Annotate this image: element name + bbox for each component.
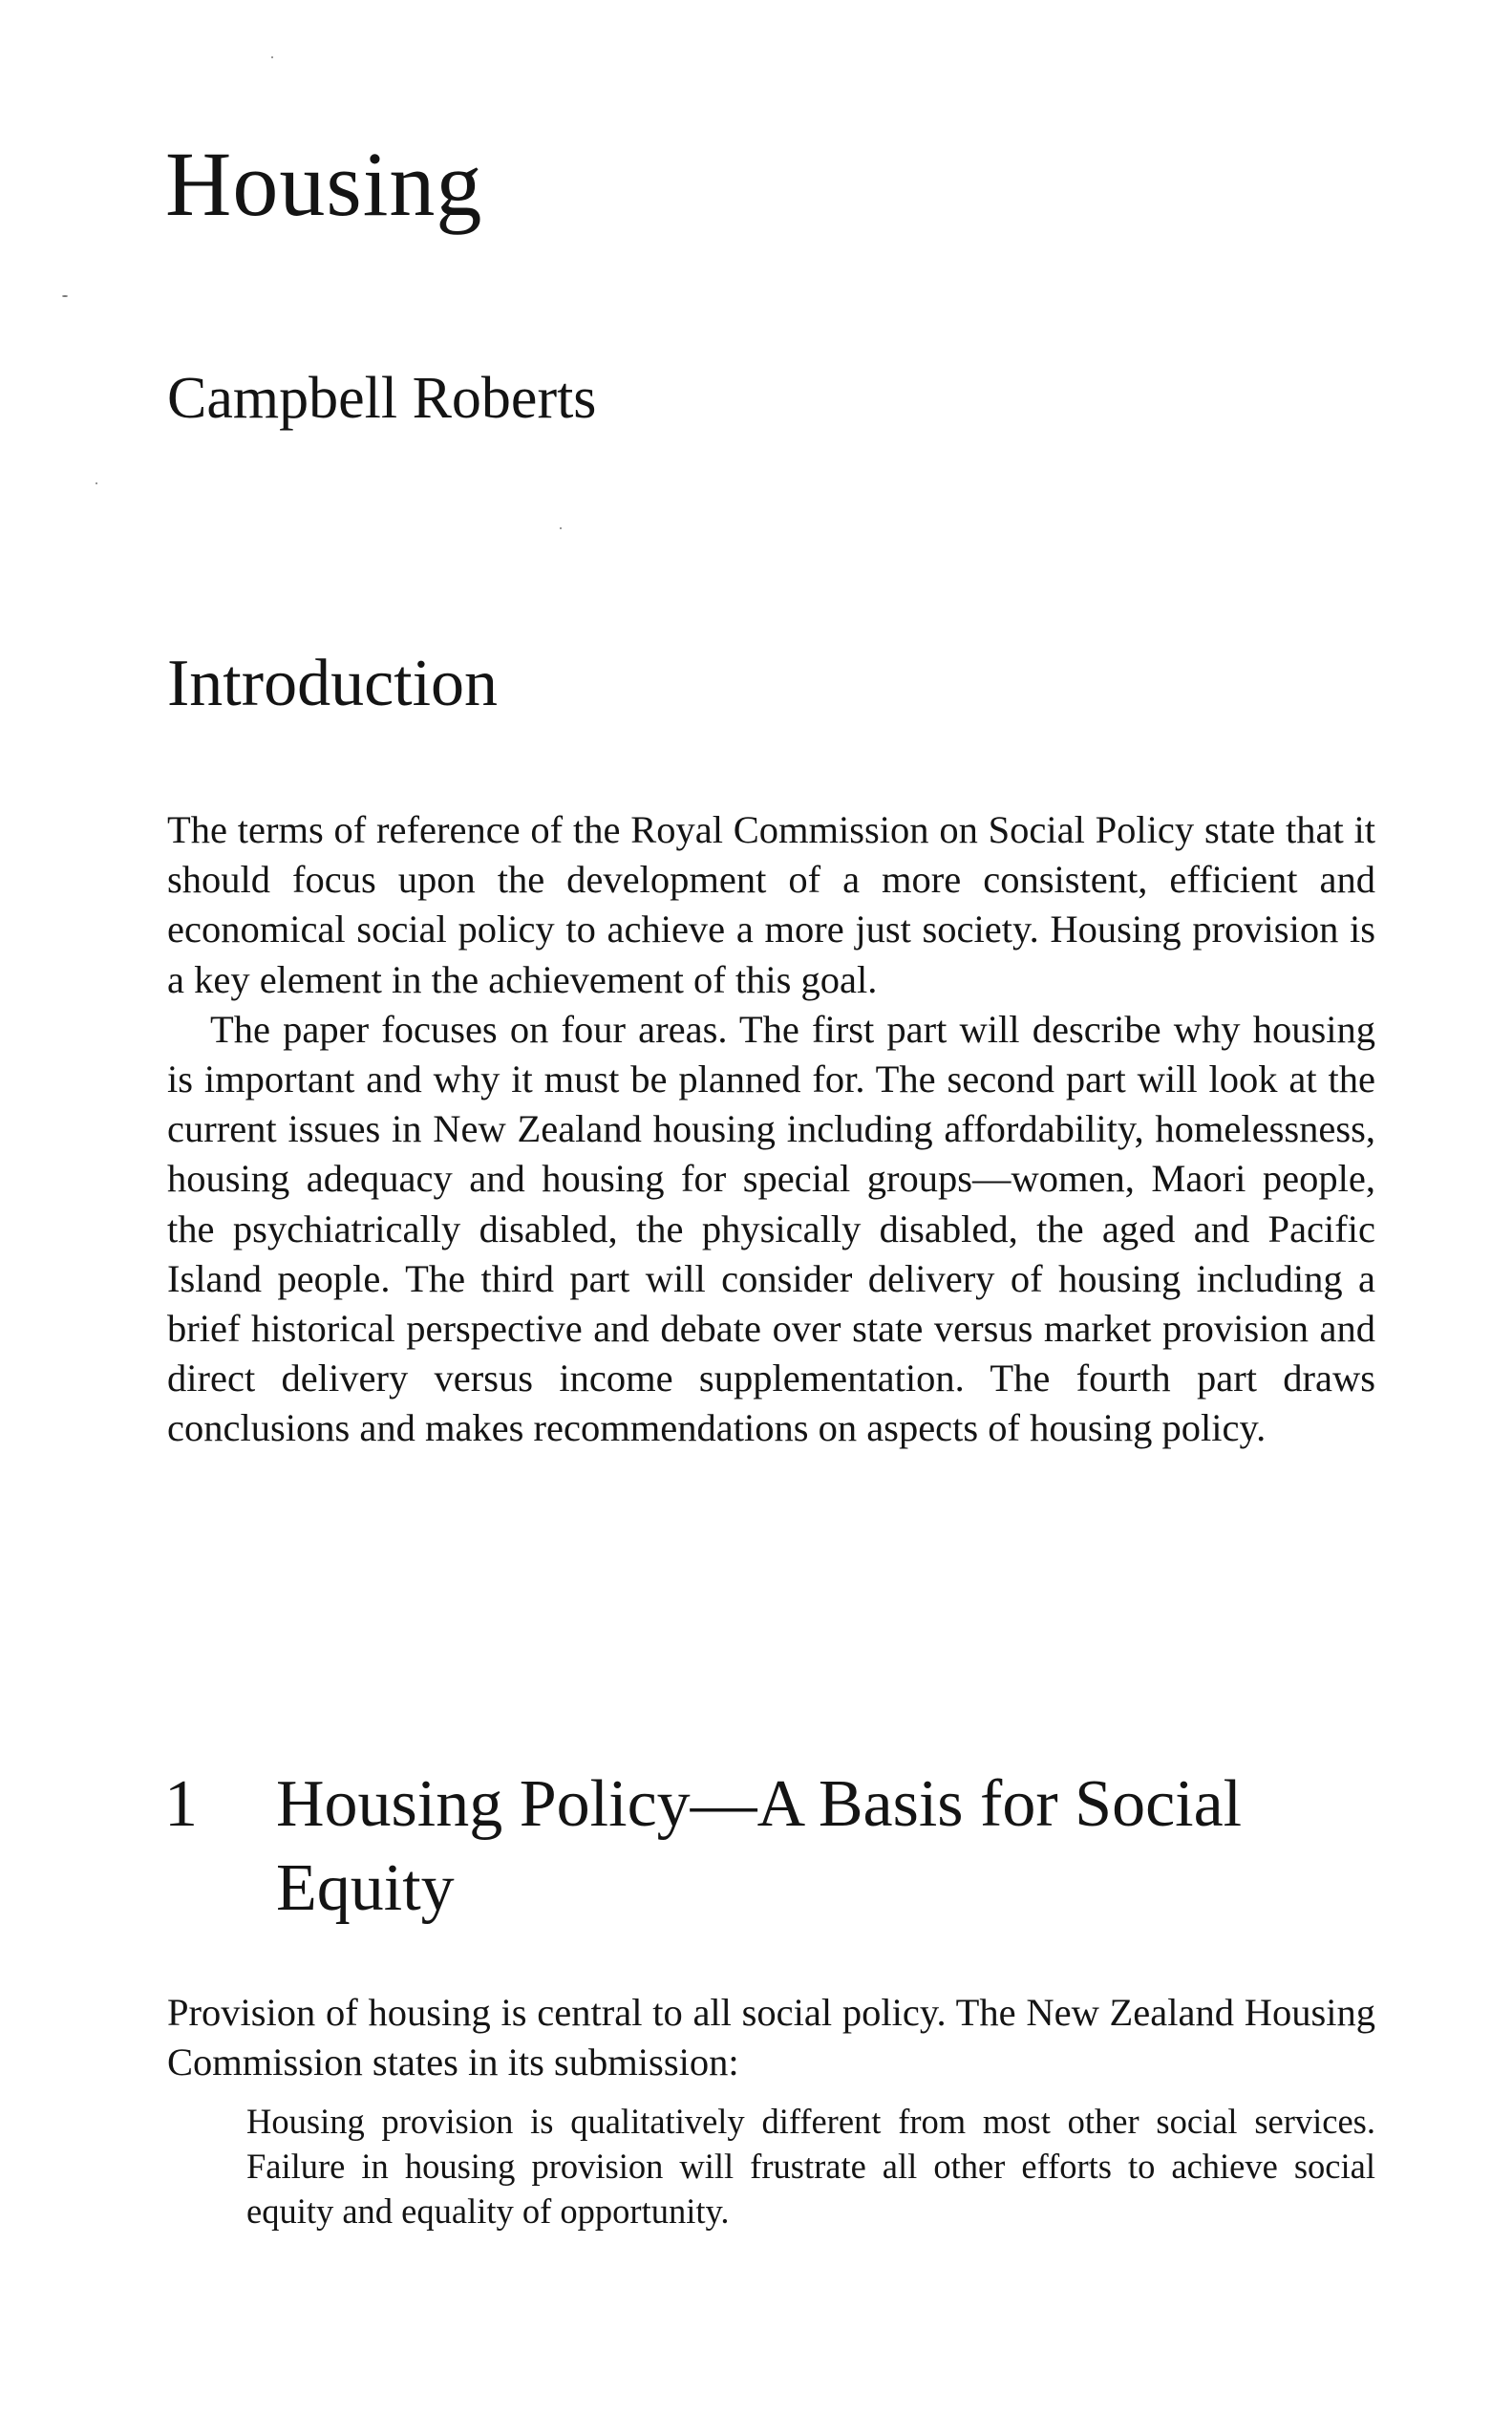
section-title: Housing Policy—A Basis for Social Equity	[276, 1767, 1243, 1925]
chapter-title: Housing	[165, 133, 483, 235]
section-1-heading	[164, 1763, 1403, 1931]
scan-speck	[271, 56, 273, 58]
section-1-paragraph: Provision of housing is central to all social policy. The New Zealand Housing Commission states in its submission:	[167, 1991, 1375, 2084]
author-name: Campbell Roberts	[167, 366, 597, 431]
introduction-paragraph-2: The paper focuses on four areas. The first part will describe why housing is important and why it must be planned for. The second part will look at the current issues in New Zealand housing including affordability, homelessness, housing adequacy and housing for special groups—women, Maori people, the psychiatrically disabled, the physically disabled, the aged and Pacific Island people. The third part will consider delivery of housing including a brief historical perspective and debate over state versus market provision and direct delivery versus income supplementation. The fourth part draws conclusions and makes recommendations on aspects of housing policy.	[167, 1007, 1375, 1450]
introduction-heading: Introduction	[167, 647, 499, 720]
scan-speck	[62, 295, 68, 297]
introduction-body	[167, 805, 1375, 1454]
introduction-paragraph-1: The terms of reference of the Royal Commission on Social Policy state that it should focus upon the development of a more consistent, efficient and economical social policy to achieve a more just society. Housing provision is a key element in the achievement of this goal.	[167, 808, 1375, 1001]
scan-speck	[96, 482, 97, 484]
submission-quote: Housing provision is qualitatively different from most other social services. Failure in housing provision will frustrate all other efforts to achieve social equity and equality of opportunity.	[246, 2102, 1375, 2231]
scan-speck	[560, 527, 562, 529]
section-1-body	[167, 1988, 1375, 2087]
section-number: 1	[164, 1767, 198, 1841]
